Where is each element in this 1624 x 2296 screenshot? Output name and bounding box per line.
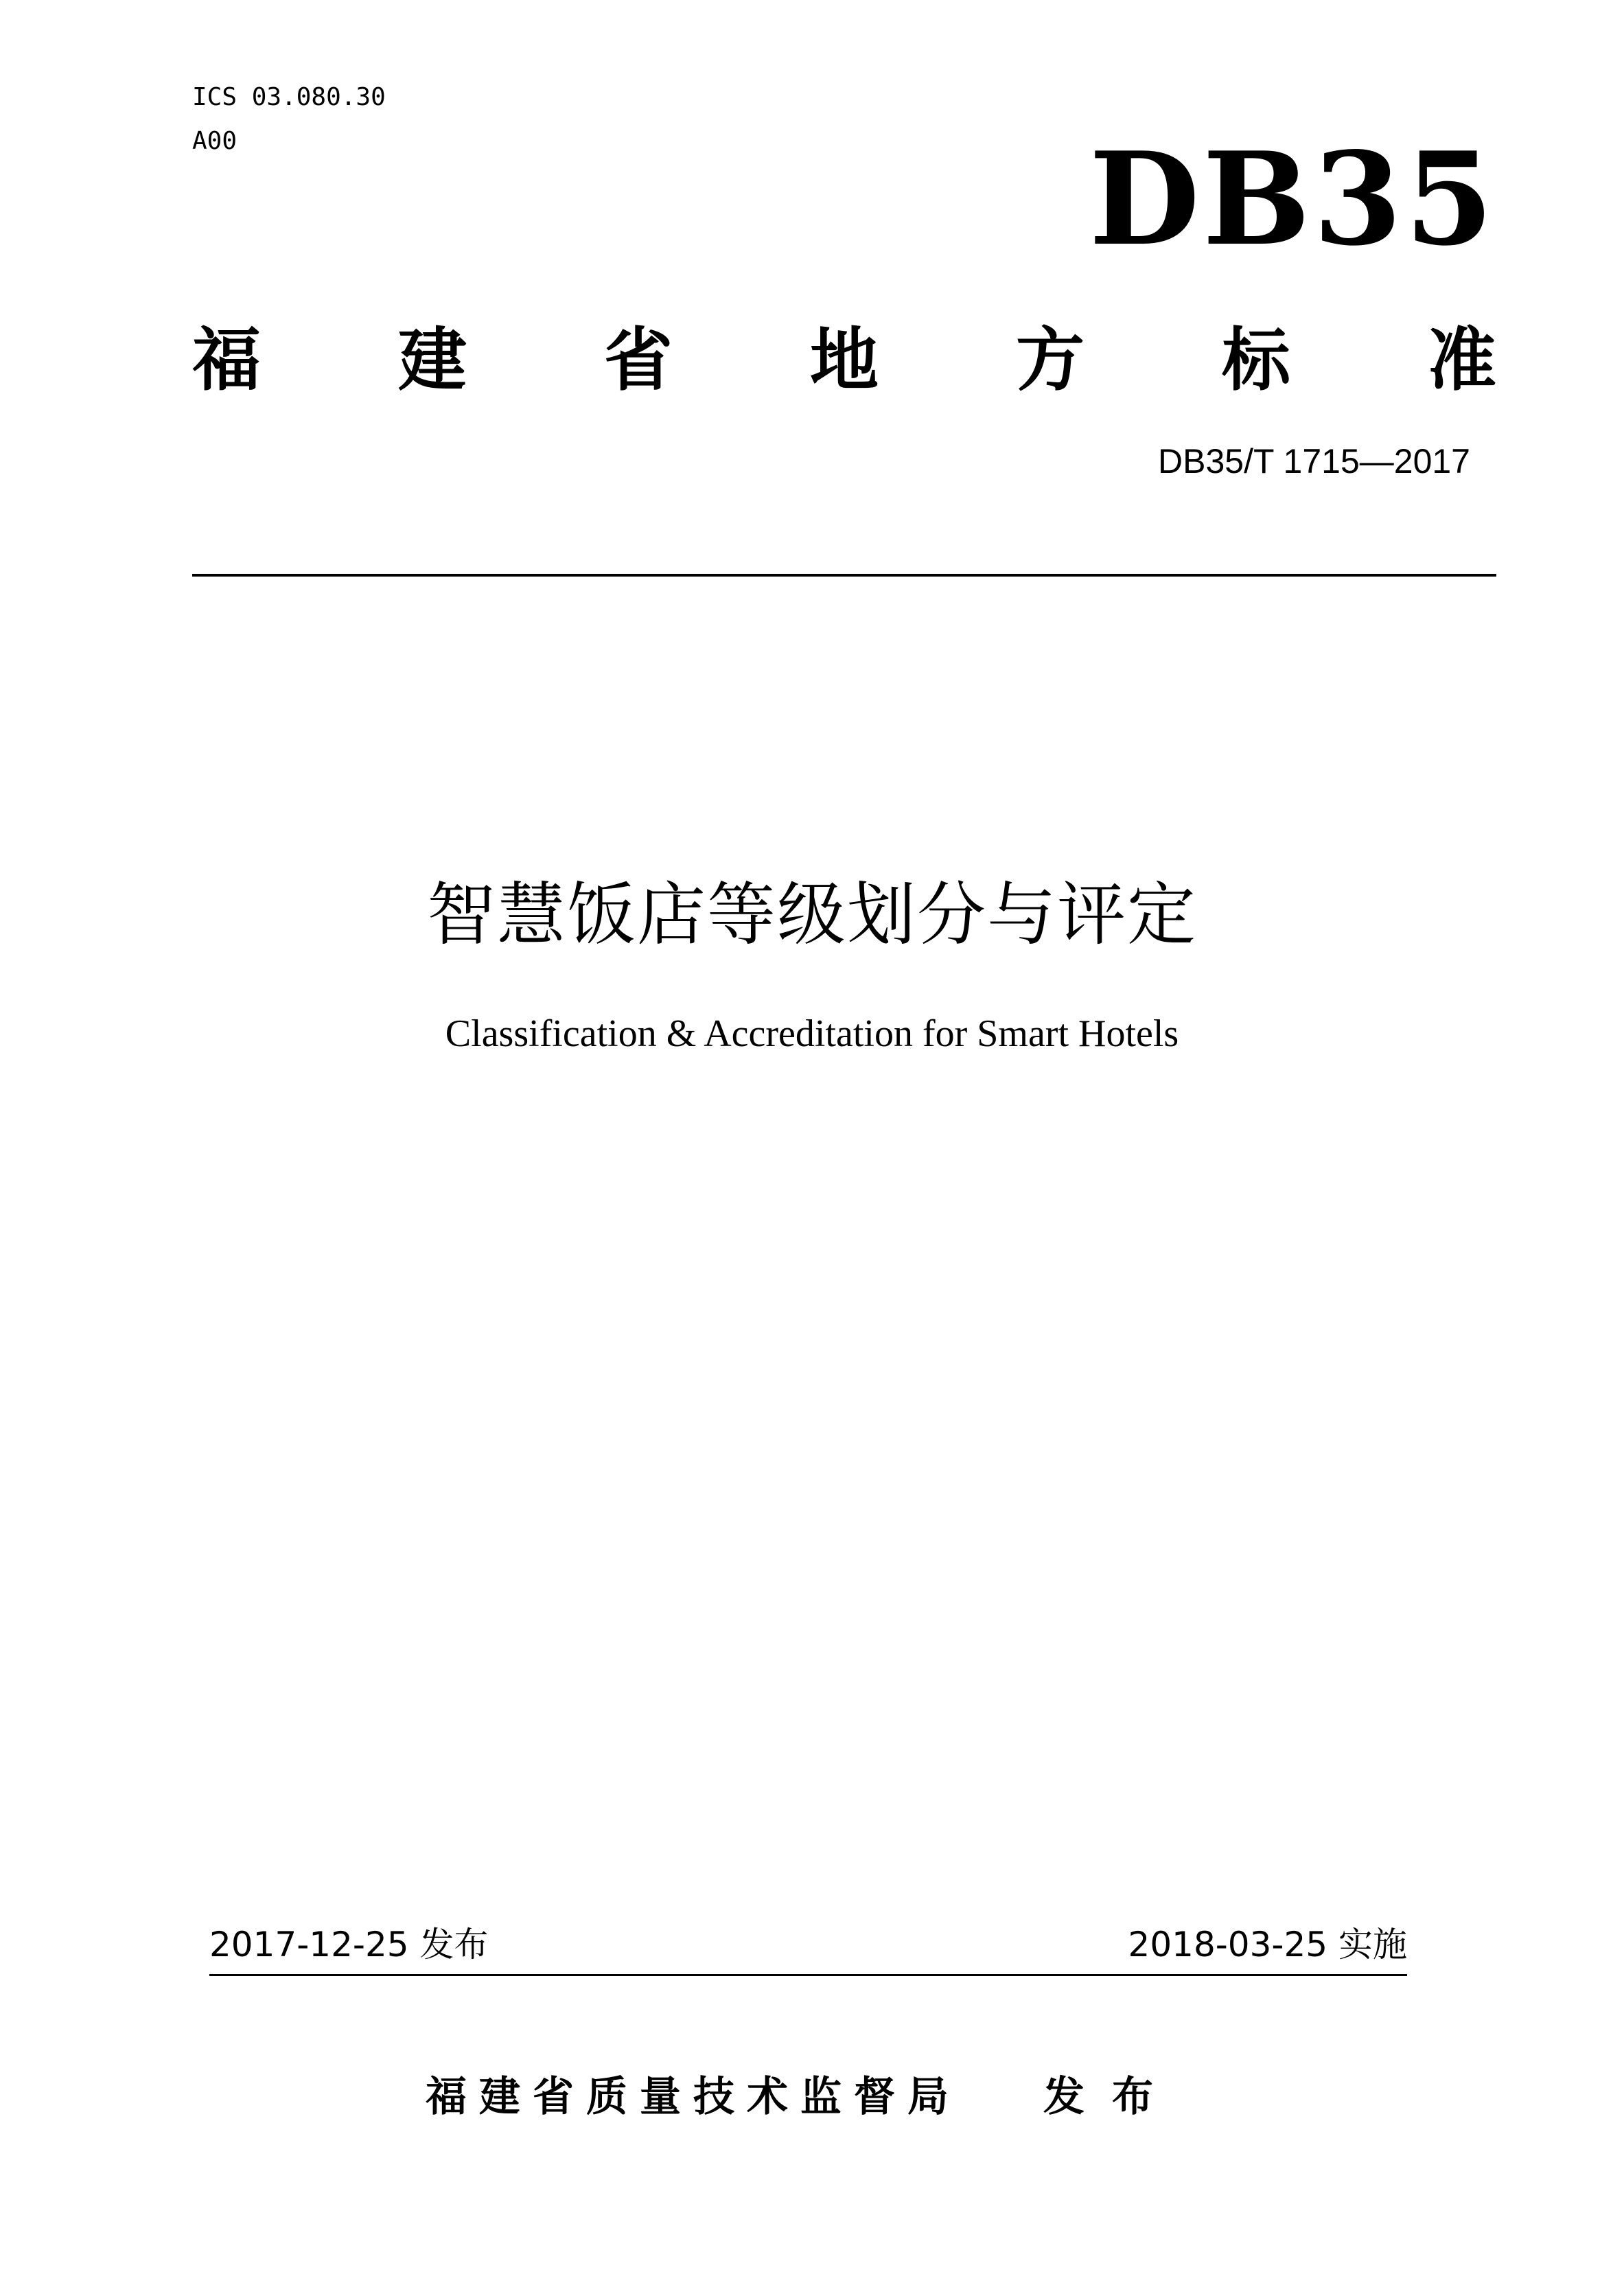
publish-label: 发布 [1043,2073,1181,2121]
db35-logo: DB35 [1089,124,1496,274]
ics-code: ICS 03.080.30 [192,83,386,111]
standard-type-heading [192,312,1496,408]
issue-date: 2017-12-25 发布 [209,1925,489,1964]
standard-type-char: 标 [1222,320,1290,400]
publisher-name: 福建省质量技术监督局 [426,2073,961,2121]
bottom-divider [209,1974,1407,1976]
top-divider [192,574,1496,577]
standard-type-char: 地 [810,320,879,400]
standard-type-char: 方 [1016,320,1084,400]
standard-type-char: 建 [398,320,467,400]
classification-code: A00 [192,127,237,155]
effective-date: 2018-03-25 实施 [1128,1925,1407,1964]
standard-type-char: 福 [192,320,261,400]
standard-type-char: 准 [1428,320,1496,400]
document-title-english: Classification & Accreditation for Smart Hotels [445,1012,1179,1055]
standard-type-char: 省 [604,320,673,400]
document-title-chinese: 智慧饭店等级划分与评定 [427,874,1197,955]
standard-number: DB35/T 1715—2017 [1158,442,1470,480]
